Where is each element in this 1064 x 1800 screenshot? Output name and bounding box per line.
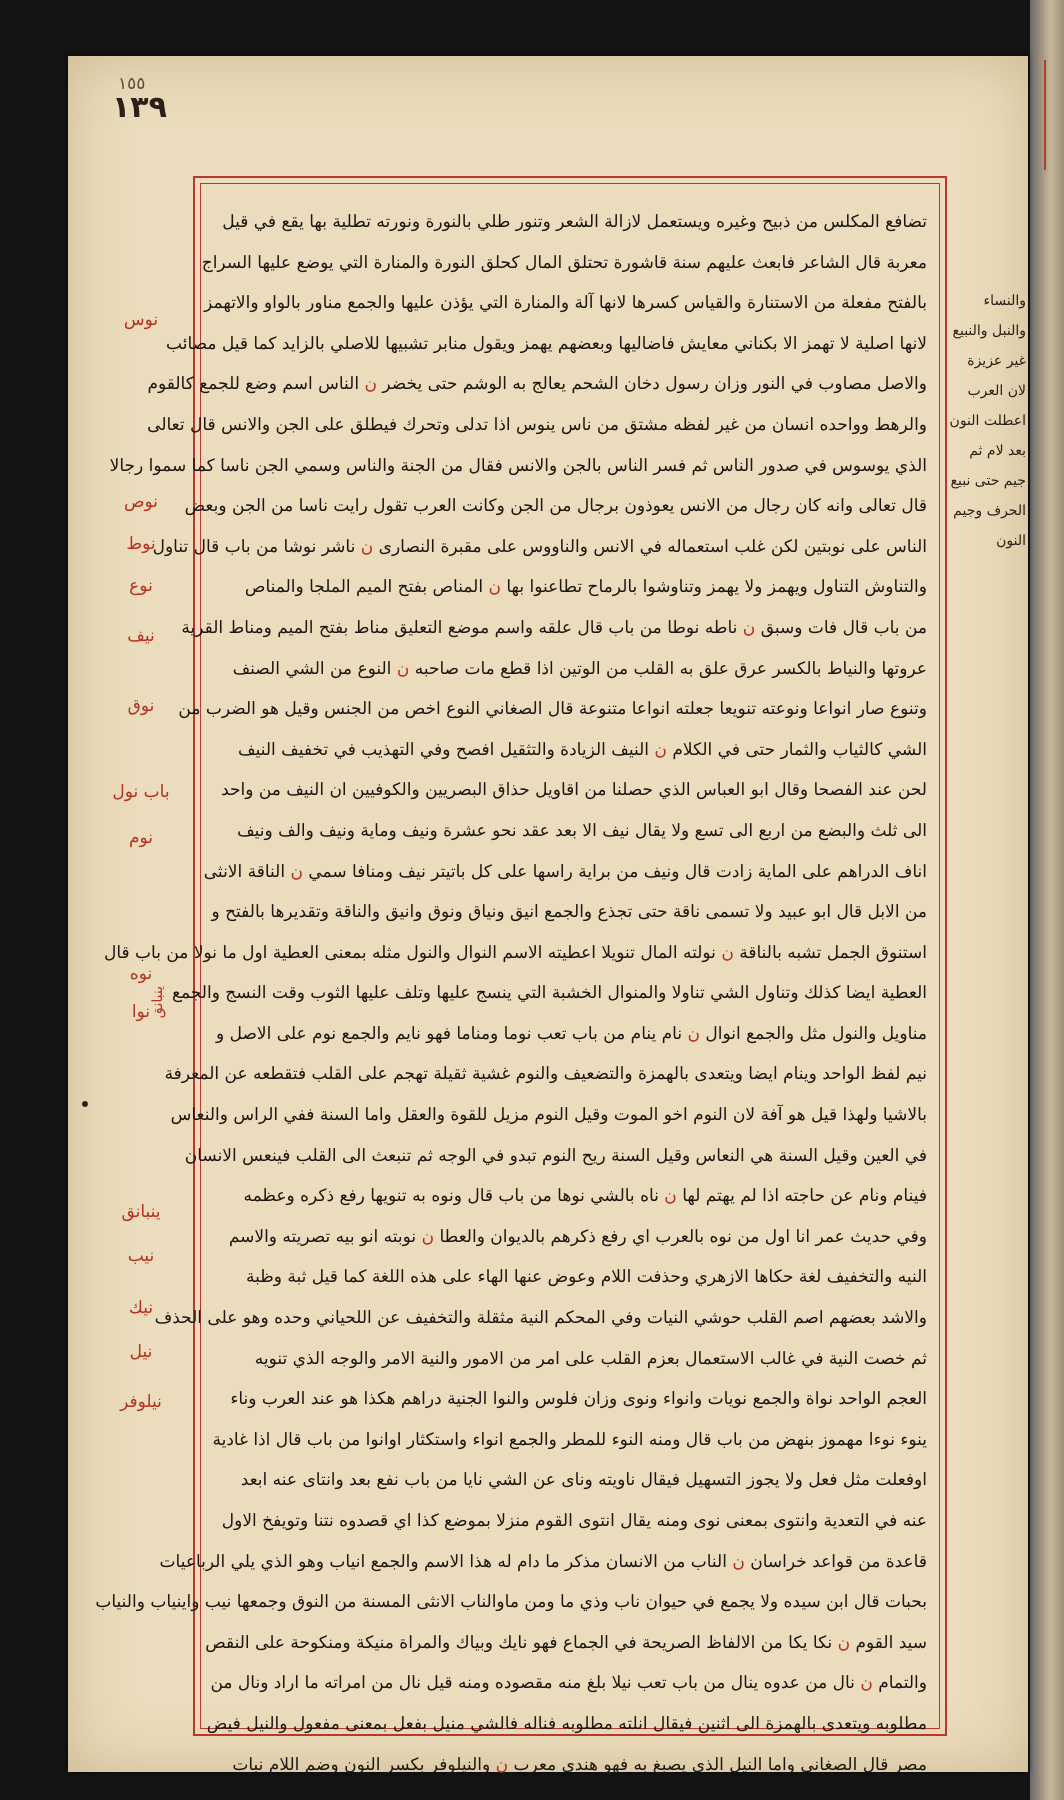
text-line-segment: نيم لفظ الواحد وينام ايضا ويتعدى بالهمزة والتضعيف والنوم غشية ثقيلة تهجم على القلب فتقطعه عن المعرفة: [164, 1064, 927, 1085]
right-margin-gloss: [948, 286, 1026, 556]
text-line-segment: الناس اسم وضع للجمع كالقوم: [147, 374, 360, 395]
text-line-segment: الناب من الانسان مذكر ما دام له هذا الاسم والجمع انياب وهو الذي يلي الرباعيات: [159, 1551, 727, 1572]
text-line: [217, 202, 927, 243]
text-line-segment: بحبات قال ابن سيده ولا يجمع في حيوان ناب وذي ما ومن ماوالناب الانثى المسنة من النوق وجمعها نيب واينياب والنياب: [95, 1592, 927, 1613]
text-line-segment: وفي حديث عمر انا اول من نوه بالعرب اي رفع ذكرهم بالديوان والعطا: [439, 1226, 927, 1247]
text-line: [152, 527, 927, 568]
text-line-segment: نكا يكا من الالفاظ الصريحة في الجماع فهو نايك وبياك والمراة منيكة ومنكوحة على النقص: [205, 1632, 833, 1653]
rubric-letter: ن: [664, 1186, 677, 1207]
text-line-segment: والتناوش التناول ويهمز ولا يهمز وتناوشوا بالرماح تطاعنوا بها: [506, 577, 927, 598]
text-line-segment: مصر قال الصغاني واما النيل الذي يصبغ به فهو هندي معرب: [513, 1754, 927, 1775]
manuscript-page: [68, 56, 1028, 1775]
text-line-segment: من الابل قال ابو عبيد ولا تسمى ناقة حتى تجذع والجمع انيق ونياق ونوق وانيق والناقة وتقديرها بالفتح و: [211, 902, 927, 923]
text-line: [217, 1257, 927, 1298]
text-line-segment: عنه في التعدية وانتوى بمعنى نوى ومنه يقال انتوى القوم منزلا بموضع كذا اي قصدوه: [339, 1511, 927, 1531]
rubric-letter: ن: [860, 1673, 873, 1694]
text-line-segment: بالاشيا ولهذا قيل هو آفة لان النوم اخو الموت وقيل النوم مزيل للقوة والعقل واما السنة ففي الراس والنعاس: [170, 1105, 927, 1126]
text-line: [147, 364, 927, 405]
text-line-segment: العطية ايضا كذلك وتناول الشي تناولا والمنوال الخشبة التي ينسج عليها وتلف عليها الثوب وقت النسج والجمع: [171, 983, 927, 1004]
rubric-letter: ن: [742, 617, 756, 638]
margin-headword: نوه: [129, 964, 153, 984]
text-line: [217, 1501, 927, 1542]
rubric-letter: ن: [364, 374, 377, 395]
rubric-letter: ن: [687, 1023, 700, 1044]
adjacent-page-rule: [1044, 60, 1046, 170]
rubric-letter: ن: [290, 861, 303, 882]
text-line: [178, 689, 927, 730]
text-line-segment: والتمام: [878, 1673, 927, 1694]
rubric-letter: ن: [732, 1551, 745, 1572]
text-line-segment: المناص بفتح الميم الملجا والمناص: [244, 577, 484, 598]
text-line: [217, 730, 927, 771]
text-line-segment: الناقة الانثى: [203, 861, 286, 882]
text-line-segment: استنوق الجمل تشبه بالناقة: [739, 942, 927, 963]
text-line-segment: والنيلوفر بكسر النون وضم اللام نبات: [232, 1754, 491, 1775]
text-line-segment: من باب قال فات وسبق: [760, 617, 927, 638]
text-line: [217, 1217, 927, 1258]
margin-headword: نوص: [123, 492, 159, 512]
text-line-segment: نولته المال تنويلا اعطيته الاسم النوال والنول مثله بمعنى العطية اول ما نولا من باب قال: [103, 942, 716, 963]
text-line: [211, 892, 927, 933]
text-line-segment: والاشد بعضهم: [828, 1308, 927, 1329]
text-line-segment: اناف الدراهم على الماية زادت قال ونيف من براية راسها على كل باتيتر نيف ومنافا سمي: [308, 861, 927, 882]
text-line-segment: نال من عدوه ينال من باب تعب نيلا بلغ منه مقصوده ومنه قيل نال من امراته ما اراد ونال من: [210, 1673, 855, 1694]
text-line: [217, 567, 927, 608]
text-line: [205, 1623, 927, 1664]
text-line: [217, 1014, 927, 1055]
margin-headword: نوق: [127, 696, 155, 716]
margin-headword: نوس: [123, 310, 159, 330]
text-line-segment: نوبته انو بيه تصريته والاسم: [228, 1226, 417, 1247]
rubric-letter: ن: [488, 577, 501, 598]
rubric-letter: ن: [721, 942, 734, 963]
text-line-segment: النيه والتخفيف لغة حكاها الازهري وحذفت اللام وعوض عنها الهاء على هذه اللغة كما قيل ثبة وظبة: [246, 1267, 927, 1288]
text-line: [217, 770, 927, 811]
text-line: [217, 1745, 927, 1786]
text-line: [212, 1420, 927, 1461]
margin-headword: ينبانق: [121, 1202, 161, 1222]
text-line: [206, 1704, 927, 1745]
text-line-segment: الشي كالثياب والثمار حتى في الكلام: [672, 739, 927, 760]
text-line: [201, 243, 927, 284]
text-line-segment: ثم خصت النية في غالب الاستعمال بعزم القلب على امر من الامور والنية الامر والوجه الذي تنويه: [254, 1348, 927, 1369]
text-line: [203, 852, 927, 893]
text-line: [217, 1460, 927, 1501]
text-line: [184, 486, 927, 527]
margin-headword: نيب: [127, 1246, 155, 1266]
text-line-segment: نام ينام من باب تعب نوما ومناما فهو نايم والجمع نوم على الاصل و: [215, 1023, 683, 1044]
text-line: [184, 1136, 927, 1177]
rotated-margin-note-text: ينبانق: [150, 986, 166, 1019]
text-line: [171, 973, 927, 1014]
margin-headword: نيف: [127, 626, 155, 646]
text-line-segment: والرهط وواحده انسان من غير لفظه مشتق من ناس ينوس اذا تدلى وتحرك فيطلق على الجن والانس قال تعالى: [147, 414, 927, 435]
text-line-segment: العجم الواحد نواة والجمع نويات وانواء ونوى وزان فلوس والنوا الجنية دراهم هكذا هو عند العرب وناء: [230, 1389, 927, 1410]
text-line: [204, 283, 927, 324]
text-line: [170, 1095, 927, 1136]
text-line: [159, 1542, 927, 1583]
rubric-letter: ن: [421, 1226, 435, 1247]
text-line-segment: معربة قال الشاعر فابعث عليهم سنة قاشورة تحتلق المال كحلق النورة والمنارة التي يوضع عليها السراج: [201, 252, 927, 273]
text-line: [166, 324, 927, 365]
folio-number: [112, 76, 167, 123]
text-line-segment: لحن عند الفصحا وقال ابو العباس الذي حصلنا من اقاويل حذاق البصريين والكوفيين ان النيف من واحد: [221, 780, 927, 801]
text-line-segment: لانها اصلية لا تهمز الا بكناني معايش فاضاليها وبعضهم يهمز ويقول منابر تشبيها للاصلي بالزايد كما قيل مصائب: [166, 333, 927, 354]
text-line: [217, 1176, 927, 1217]
text-line-segment: عروتها والنياط بالكسر عرق علق به القلب من الوتين اذا قطع مات صاحبه: [414, 658, 927, 679]
text-line-segment: فينام ونام عن حاجته اذا لم يهتم لها: [682, 1186, 927, 1207]
text-line: [217, 811, 927, 852]
text-line-segment: سيد القوم: [855, 1632, 927, 1653]
text-line: [210, 1663, 927, 1704]
margin-headword: باب نول: [112, 782, 170, 802]
text-line-segment: بالفتح مفعلة من الاستنارة والقياس كسرها لانها آلة والمنارة التي يؤذن عليها والجمع مناور بالواو والاتهمز: [204, 293, 927, 314]
text-line-segment: الذي يوسوس في صدور الناس ثم فسر الناس بالجن والانس فقال من الجنة والناس وسمي الجن ناسا كما سموا رجالا: [109, 455, 927, 476]
text-line: [154, 1298, 927, 1339]
margin-headword: نيل: [129, 1342, 153, 1362]
text-line-segment: الى ثلث والبضع من اربع الى تسع ولا يقال نيف الا بعد عقد نحو عشرة ونيف وماية ونيف والف ونيف: [237, 820, 927, 841]
margin-headword: نوا: [131, 1002, 151, 1022]
margin-headword: نيك: [128, 1298, 154, 1318]
rubric-letter: ن: [360, 536, 374, 557]
adjacent-page-edge: [1030, 0, 1064, 1800]
text-line-segment: مطلوبه ويتعدى بالهمزة الى اثنين فيقال انلته مطلوبه فناله فالشي منيل بفعل بمعنى مفعول والنيل فيض: [206, 1713, 927, 1734]
text-line: [164, 1054, 927, 1095]
text-line-segment: النوع من الشي الصنف: [232, 658, 392, 679]
text-line-segment: تضافع المكلس من ذبيح وغيره ويستعمل لازالة الشعر وتنور طلي بالنورة ونورته تطلية بها يقع في قيل: [222, 212, 927, 232]
text-line-segment: ناطه نوطا من باب قال علقه واسم موضع التعليق مناط بفتح الميم ومناط القرية: [181, 617, 738, 638]
text-line-segment: ينوء نوءا مهموز بنهض من باب قال ومنه النوء للمطر والجمع انواء واستكثار اوانوا من باب قال اذا غادية: [212, 1429, 927, 1450]
margin-dot: [82, 1101, 88, 1107]
text-line-segment: النيف الزيادة والتثقيل افصح وفي التهذيب في تخفيف النيف: [238, 739, 650, 760]
text-line-segment: اصم القلب حوشي النيات وفي المحكم النية مثقلة والتخفيف عن اللحياني وحده وهو على الحذف: [154, 1308, 824, 1329]
text-line-segment: ناه بالشي نوها من باب قال ونوه به تنويها رفع ذكره وعظمه: [243, 1186, 659, 1207]
text-line: [95, 1582, 927, 1623]
rubric-letter: ن: [837, 1632, 851, 1653]
text-line: [181, 608, 927, 649]
rubric-letter: ن: [396, 658, 410, 679]
text-line: [109, 446, 927, 487]
margin-headword: نوط: [126, 534, 156, 554]
text-line: [217, 1379, 927, 1420]
text-line-segment: نتنا وتويفخ الاول: [221, 1511, 334, 1531]
margin-headword: نوم: [128, 828, 154, 848]
rubric-letter: ن: [654, 739, 667, 760]
text-line-segment: قال تعالى وانه كان رجال من الانس يعوذون برجال من الجن وكانت العرب تقول رايت ناسا من الجن وبعض: [184, 496, 927, 517]
text-line: [217, 649, 927, 690]
text-line: [217, 1339, 927, 1380]
text-line-segment: والاصل مصاوب في النور وزان رسول دخان الشحم يعالج به الوشم حتى يخضر: [382, 374, 927, 395]
text-line-segment: مناويل والنول مثل والجمع انوال: [705, 1023, 927, 1044]
margin-headword: نوع: [129, 576, 153, 596]
text-line-segment: الناس على نوبتين لكن غلب استعماله في الانس والناووس على مقبرة النصارى: [378, 536, 927, 557]
text-line-segment: اوفعلت مثل فعل ولا يجوز التسهيل فيقال ناويته وناى عن الشي نايا من باب نفع بعد وانتاى عنه ابعد: [240, 1470, 927, 1491]
folio-large: ١٣٩: [112, 90, 167, 125]
folio-small: ١٥٥: [118, 74, 146, 94]
text-line-segment: في العين وقيل السنة هي النعاس وقيل السنة ريح النوم تبدو في الوجه ثم تنبعث الى القلب فينعس الانسان: [184, 1145, 927, 1166]
text-line-segment: وتنوع صار انواعا ونوعته تنويعا جعلته انواعا متنوعة قال الصغاني النوع اخص من الجنس وقيل هو الضرب من: [178, 699, 927, 720]
right-margin-gloss-text: والنساء والنبل والنبيع غير عزيزة لان العرب اعطلت النون بعد لام ثم جيم حتى نبيع الحرف وجيم النون: [949, 293, 1026, 549]
rubric-letter: ن: [495, 1754, 509, 1775]
text-line-segment: قاعدة من قواعد خراسان: [750, 1551, 927, 1572]
text-line-segment: ناشر نوشا من باب قال تناول: [152, 536, 356, 557]
margin-headword: نيلوفر: [120, 1392, 162, 1412]
text-line: [147, 405, 927, 446]
